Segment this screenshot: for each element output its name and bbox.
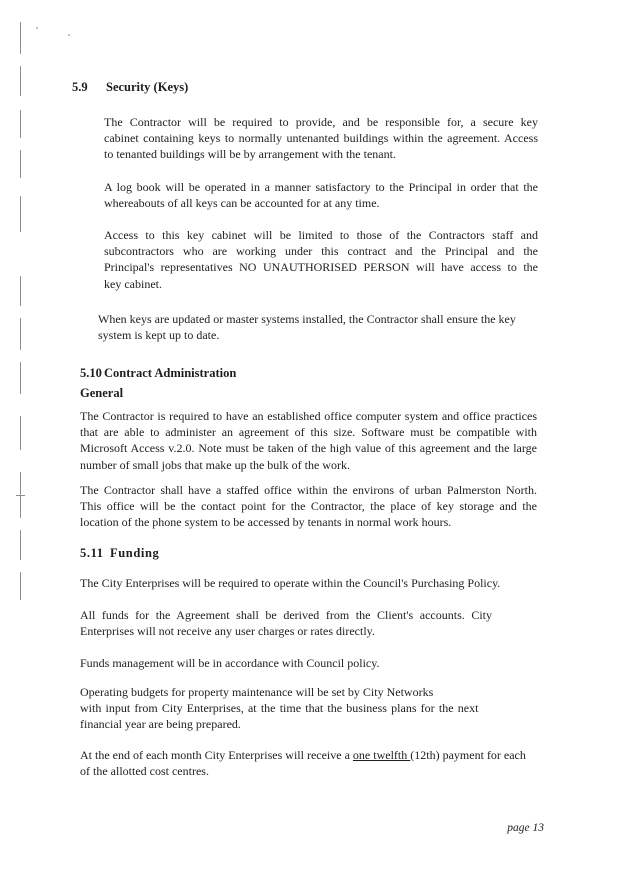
text-line: with input from City Enterprises, at the time that the business plans for the next xyxy=(80,701,479,716)
text-line: This office will be the contact point for the Contractor, the place of key storage and the xyxy=(80,499,537,514)
text-line: The Contractor will be required to provide, and be responsible for, a secure key xyxy=(104,115,538,129)
text-line: When keys are updated or master systems installed, the Contractor shall ensure the key xyxy=(98,312,516,326)
text-line: system is kept up to date. xyxy=(98,328,220,343)
text-line xyxy=(80,747,530,763)
text-run: At the end of each month City Enterprises will receive a xyxy=(80,748,353,762)
text-line: of the allotted cost centres. xyxy=(80,764,209,779)
text-line: that are able to administer an agreement of this size. Software must be compatible with xyxy=(80,425,537,440)
text-run: (12th) payment for each xyxy=(410,748,526,762)
margin-mark xyxy=(20,362,21,394)
margin-mark xyxy=(20,22,21,54)
section-heading-5-10 xyxy=(80,366,236,381)
paragraph xyxy=(104,114,538,163)
paragraph xyxy=(80,684,520,733)
text-line: The Contractor is required to have an established office computer system and office practices xyxy=(80,409,537,423)
text-line: Enterprises will not receive any user charges or rates directly. xyxy=(80,624,375,639)
margin-mark xyxy=(20,276,21,306)
paragraph xyxy=(104,227,538,292)
paragraph xyxy=(80,607,492,639)
paragraph xyxy=(104,179,538,211)
text-line: whereabouts of all keys can be accounted for at any time. xyxy=(104,196,380,211)
subheading-general: General xyxy=(80,386,124,400)
margin-mark xyxy=(20,110,21,138)
section-title: Funding xyxy=(110,546,160,560)
section-title: Security (Keys) xyxy=(106,80,189,94)
text-line: to tenanted buildings will be by arrangement with the tenant. xyxy=(104,147,396,162)
section-title: Contract Administration xyxy=(104,366,237,380)
margin-mark xyxy=(20,66,21,96)
paragraph: Funds management will be in accordance with Council policy. xyxy=(80,656,380,670)
scan-speck xyxy=(36,27,38,29)
text-line: Microsoft Access v.2.0. Note must be taken of the high value of this agreement and the large xyxy=(80,441,537,456)
margin-mark xyxy=(20,318,21,350)
margin-mark xyxy=(20,530,21,560)
page-number: page 13 xyxy=(507,822,544,834)
text-line: location of the phone system to be accessed by tenants in normal work hours. xyxy=(80,515,452,530)
text-line: Operating budgets for property maintenance will be set by City Networks xyxy=(80,685,434,699)
section-heading-5-9 xyxy=(72,80,188,95)
scan-speck xyxy=(68,34,70,36)
section-number: 5.10 xyxy=(80,366,102,380)
text-line: The Contractor shall have a staffed office within the environs of urban Palmerston North. xyxy=(80,483,537,497)
margin-mark xyxy=(20,572,21,600)
text-line: cabinet containing keys to normally untenanted buildings within the agreement. Access xyxy=(104,131,538,146)
text-line: Principal's representatives NO UNAUTHORISED PERSON will have access to the xyxy=(104,260,538,275)
section-number: 5.11 xyxy=(80,546,104,560)
paragraph: The City Enterprises will be required to operate within the Council's Purchasing Policy. xyxy=(80,576,501,590)
text-line: number of small jobs that make up the bulk of the work. xyxy=(80,457,350,472)
margin-mark xyxy=(20,150,21,178)
margin-mark xyxy=(16,495,25,496)
text-line: All funds for the Agreement shall be derived from the Client's accounts. City xyxy=(80,608,492,622)
text-line: A log book will be operated in a manner satisfactory to the Principal in order that the xyxy=(104,180,538,194)
paragraph xyxy=(80,482,537,531)
text-line: key cabinet. xyxy=(104,276,162,291)
text-line: Access to this key cabinet will be limited to those of the Contractors staff and xyxy=(104,228,538,242)
section-number: 5.9 xyxy=(72,80,88,94)
margin-mark xyxy=(20,196,21,232)
paragraph xyxy=(80,408,537,473)
paragraph xyxy=(98,311,538,343)
underlined-text: one twelfth xyxy=(352,748,411,762)
margin-mark xyxy=(20,416,21,450)
text-line: subcontractors who are working under this contract and the Principal and the xyxy=(104,244,538,259)
paragraph xyxy=(80,747,530,779)
section-heading-5-11 xyxy=(80,546,159,561)
text-line: financial year are being prepared. xyxy=(80,717,241,732)
